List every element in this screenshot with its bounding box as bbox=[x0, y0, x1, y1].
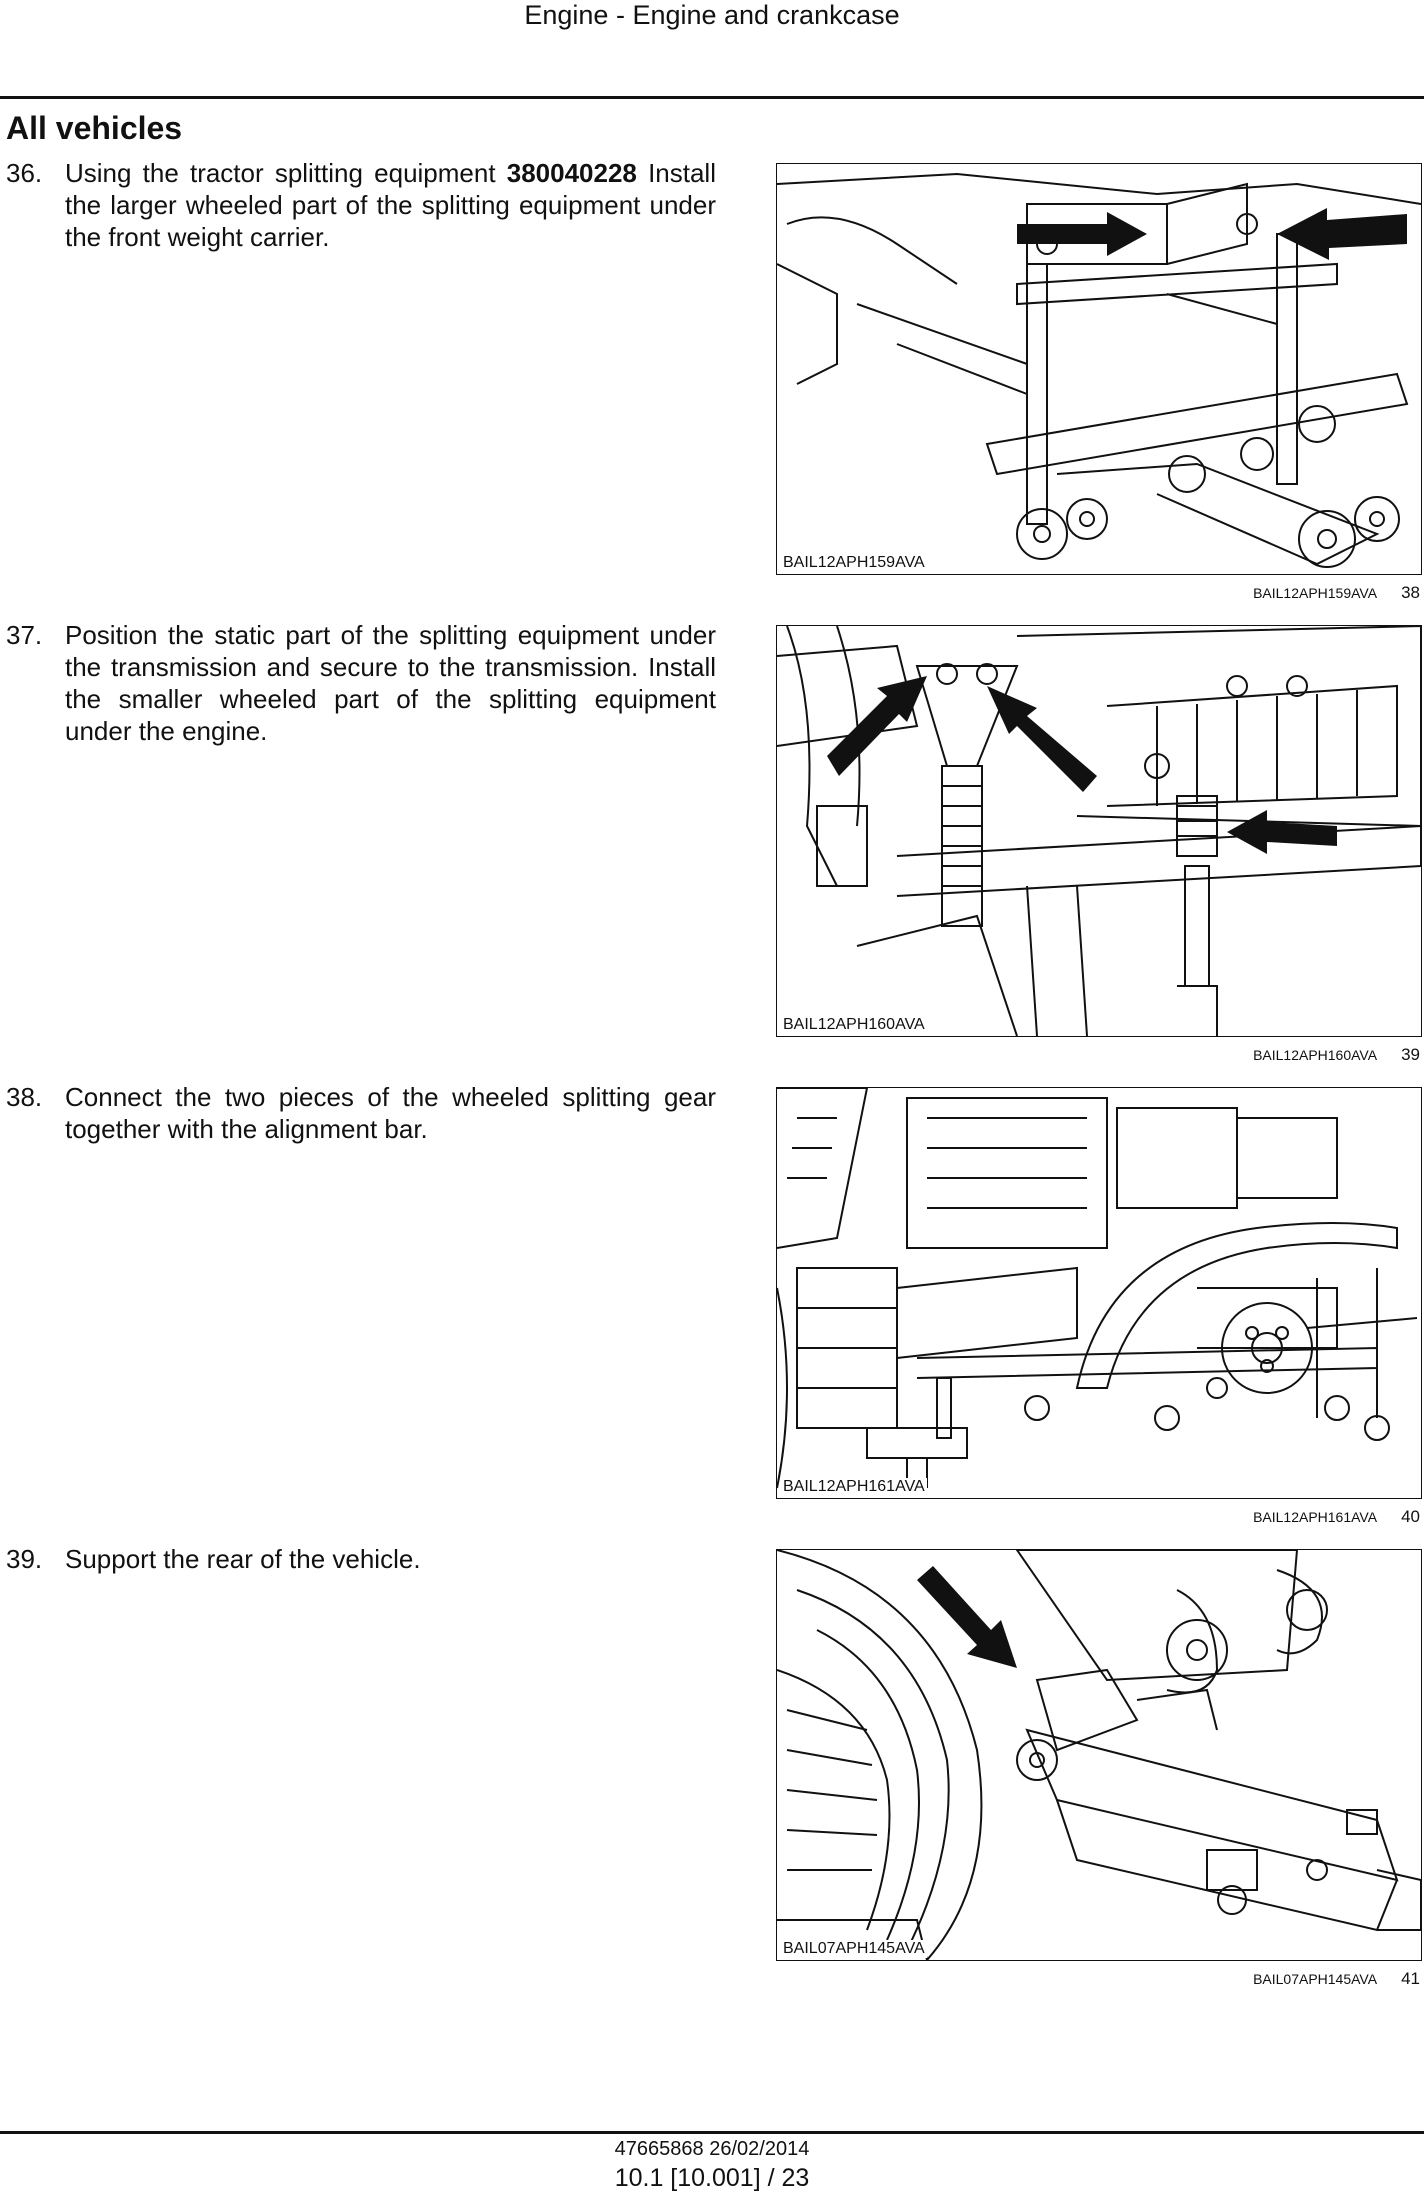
wheeled-splitting-gear-drawing bbox=[777, 1088, 1421, 1498]
figure-number: 39 bbox=[1401, 1045, 1420, 1064]
static-part-transmission-drawing bbox=[777, 626, 1421, 1036]
step-38 bbox=[6, 1081, 716, 1145]
figure-code: BAIL07APH145AVA bbox=[1253, 1971, 1378, 1987]
step-text: Connect the two pieces of the wheeled splitting gear together with the alignment bar. bbox=[65, 1082, 716, 1144]
figure-40-caption bbox=[1100, 1507, 1420, 1527]
step-number: 37. bbox=[6, 620, 43, 650]
step-text: Position the static part of the splitting equipment under the transmission and secure to the transmission. Install the smaller wheeled part of the splitting equipment under the engine. bbox=[65, 620, 716, 746]
figure-41-caption bbox=[1100, 1969, 1420, 1989]
header-rule bbox=[0, 96, 1424, 99]
rear-support-jack-drawing bbox=[777, 1550, 1421, 1960]
figure-number: 40 bbox=[1401, 1507, 1420, 1526]
figure-code: BAIL12APH161AVA bbox=[1253, 1509, 1378, 1525]
footer-document-number: 47665868 26/02/2014 bbox=[614, 2138, 810, 2160]
step-37 bbox=[6, 619, 716, 747]
arrow-down-right bbox=[917, 1566, 1017, 1668]
figure-38-caption bbox=[1100, 583, 1420, 603]
step-number: 36. bbox=[6, 158, 43, 188]
section-title: All vehicles bbox=[6, 110, 183, 146]
figure-40-illustration bbox=[776, 1087, 1422, 1499]
page-header-title: Engine - Engine and crankcase bbox=[524, 0, 900, 30]
step-text: Support the rear of the vehicle. bbox=[65, 1544, 421, 1574]
step-number: 38. bbox=[6, 1082, 43, 1112]
step-36 bbox=[6, 157, 716, 253]
figure-code: BAIL12APH160AVA bbox=[1253, 1047, 1378, 1063]
figure-number: 38 bbox=[1401, 583, 1420, 602]
figure-inner-label: BAIL12APH160AVA bbox=[783, 1016, 925, 1033]
splitting-equipment-front-drawing bbox=[777, 164, 1421, 574]
arrow-up-left bbox=[987, 686, 1097, 792]
arrow-left bbox=[1227, 810, 1337, 854]
step-text: Using the tractor splitting equipment 380040228 Install the larger wheeled part of the splitting equipment under the front weight carrier. bbox=[65, 158, 716, 252]
step-number: 39. bbox=[6, 1544, 43, 1574]
figure-38-illustration bbox=[776, 163, 1422, 575]
footer-page-reference: 10.1 [10.001] / 23 bbox=[614, 2164, 810, 2192]
figure-inner-label: BAIL12APH159AVA bbox=[783, 554, 925, 571]
figure-39-illustration bbox=[776, 625, 1422, 1037]
figure-number: 41 bbox=[1401, 1969, 1420, 1988]
step-39 bbox=[6, 1543, 716, 1575]
part-number: 380040228 bbox=[506, 158, 637, 188]
figure-inner-label: BAIL07APH145AVA bbox=[783, 1940, 925, 1957]
footer-rule bbox=[0, 2131, 1424, 2134]
arrow-right bbox=[1017, 212, 1147, 256]
figure-inner-label: BAIL12APH161AVA bbox=[783, 1478, 925, 1495]
figure-41-illustration bbox=[776, 1549, 1422, 1961]
figure-39-caption bbox=[1100, 1045, 1420, 1065]
figure-code: BAIL12APH159AVA bbox=[1253, 585, 1378, 601]
